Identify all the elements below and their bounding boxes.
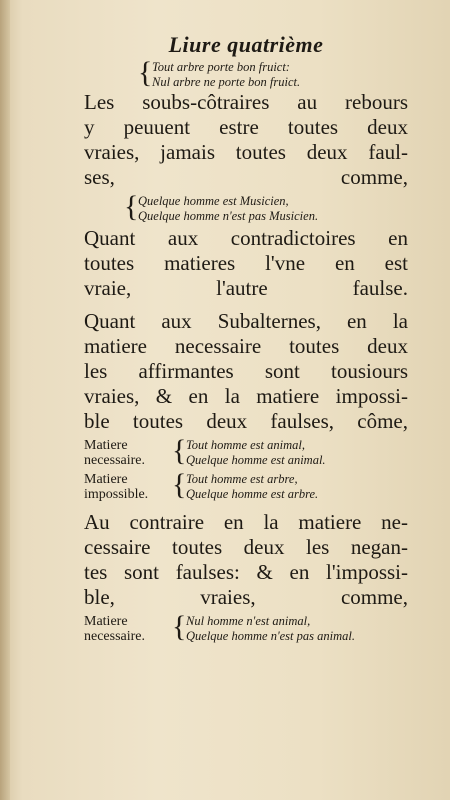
proposition-pair-3 — [172, 434, 326, 468]
text-line: les affirmantes sont tousiours — [84, 359, 408, 383]
paragraph-3 — [84, 309, 408, 434]
text-line: Les soubs-côtraires au rebours — [84, 90, 408, 114]
page-edge — [0, 0, 10, 800]
proposition-pair-1 — [138, 56, 408, 90]
proposition-pair-4 — [172, 468, 319, 502]
paragraph-2 — [84, 226, 408, 301]
text-line: Au contraire en la matiere ne- — [84, 510, 408, 534]
text-line: ses, comme, — [84, 165, 408, 189]
text-line: ble toutes deux faulses, côme, — [84, 409, 408, 433]
text-line: cessaire toutes deux les negan- — [84, 535, 408, 559]
matter-example-1 — [84, 434, 408, 468]
brace-glyph: { — [124, 190, 139, 223]
text-line: ble, vraies, comme, — [84, 585, 408, 609]
running-header: Liure quatrième — [168, 32, 324, 57]
matter-label — [84, 614, 172, 644]
text-line: matiere necessaire toutes deux — [84, 334, 408, 358]
text-line: Quant aux Subalternes, en la — [84, 309, 408, 333]
matter-label-line: impossible. — [84, 487, 149, 502]
matter-example-3 — [84, 610, 408, 644]
text-line: vraies, & en la matiere impossi- — [84, 384, 408, 408]
brace-glyph: { — [172, 610, 187, 643]
proposition-line: Quelque homme n'est pas Musicien. — [138, 209, 319, 223]
proposition-line: Quelque homme est animal. — [186, 453, 326, 467]
text-line: toutes matieres l'vne en est — [84, 251, 408, 275]
brace-glyph: { — [172, 434, 187, 467]
text-line: tes sont faulses: & en l'impossi- — [84, 560, 408, 584]
proposition-line: Quelque homme n'est pas animal. — [186, 629, 355, 643]
brace-glyph: { — [138, 56, 153, 89]
text-line: Quant aux contradictoires en — [84, 226, 408, 250]
matter-label-line: Matiere — [84, 438, 128, 453]
matter-label-line: Matiere — [84, 472, 128, 487]
text-line: vraie, l'autre faulse. — [84, 276, 408, 300]
matter-label-line: necessaire. — [84, 453, 146, 468]
matter-label — [84, 472, 172, 502]
proposition-line: Nul arbre ne porte bon fruict. — [152, 75, 301, 89]
matter-label — [84, 438, 172, 468]
proposition-pair-5 — [172, 610, 355, 644]
proposition-line: Tout arbre porte bon fruict: — [152, 60, 290, 74]
matter-label-line: Matiere — [84, 614, 128, 629]
proposition-line: Tout homme est animal, — [186, 438, 305, 452]
proposition-line: Quelque homme est arbre. — [186, 487, 319, 501]
paragraph-gap — [84, 502, 408, 510]
proposition-line: Quelque homme est Musicien, — [138, 194, 289, 208]
proposition-line: Nul homme n'est animal, — [186, 614, 311, 628]
matter-label-line: necessaire. — [84, 629, 146, 644]
matter-example-2 — [84, 468, 408, 502]
paragraph-gap — [84, 301, 408, 309]
brace-glyph: { — [172, 468, 187, 501]
text-line: y peuuent estre toutes deux — [84, 115, 408, 139]
proposition-line: Tout homme est arbre, — [186, 472, 298, 486]
proposition-pair-2 — [124, 190, 408, 224]
paragraph-4 — [84, 510, 408, 610]
text-line: vraies, jamais toutes deux faul- — [84, 140, 408, 164]
paragraph-1 — [84, 90, 408, 190]
